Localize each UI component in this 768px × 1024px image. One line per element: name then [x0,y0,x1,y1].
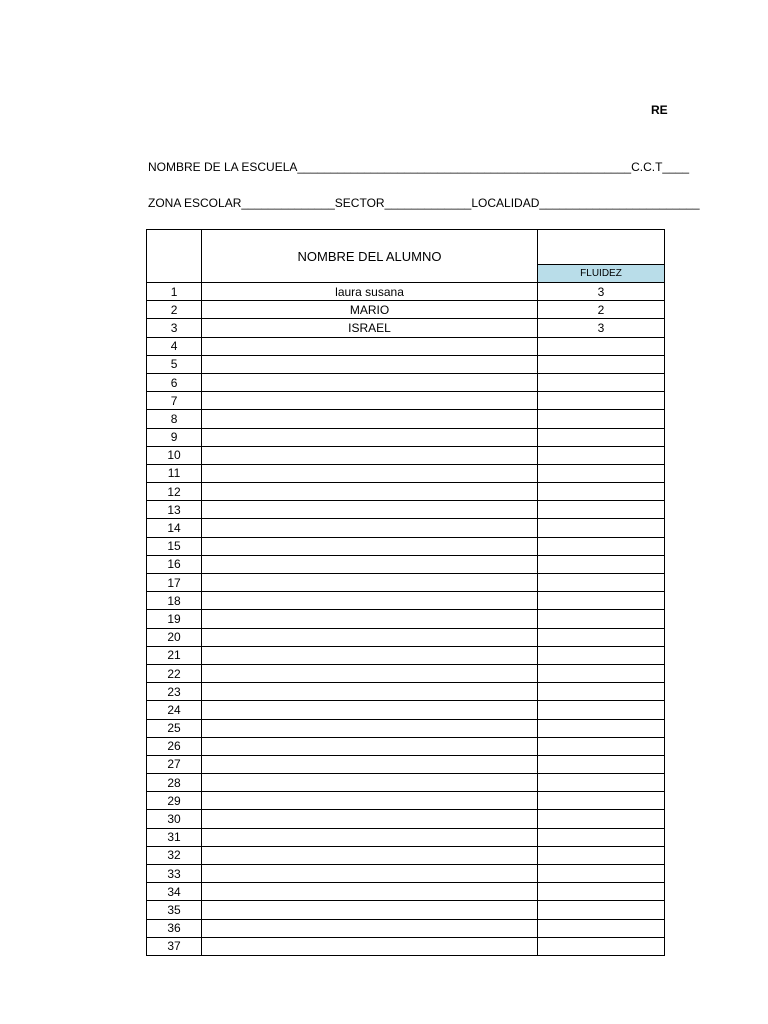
row-number-cell: 16 [147,555,202,573]
fluidez-value-cell: 3 [537,283,664,301]
student-name-cell [202,628,538,646]
table-row [147,610,665,628]
table-row [147,865,665,883]
table-row [147,355,665,373]
student-name-cell [202,592,538,610]
fluidez-value-cell [537,755,664,773]
table-row [147,519,665,537]
student-name-cell [202,410,538,428]
student-name-cell [202,355,538,373]
student-table [146,229,665,956]
table-row [147,555,665,573]
student-name-cell [202,774,538,792]
row-number-cell: 20 [147,628,202,646]
table-row [147,828,665,846]
fluidez-value-cell [537,337,664,355]
table-row [147,464,665,482]
student-name-cell [202,664,538,682]
table-row [147,919,665,937]
fluidez-value-cell [537,646,664,664]
fluidez-value-cell [537,446,664,464]
fluidez-value-cell [537,428,664,446]
table-row [147,319,665,337]
student-name-cell [202,701,538,719]
row-number-cell: 8 [147,410,202,428]
student-name-cell [202,337,538,355]
student-name-cell [202,901,538,919]
table-row [147,483,665,501]
table-row [147,664,665,682]
table-row [147,792,665,810]
fluidez-value-cell [537,937,664,955]
zone-sector-locality-line: ZONA ESCOLAR______________SECTOR_____________LOCALIDAD________________________ [148,196,700,210]
table-row [147,392,665,410]
table-row [147,628,665,646]
table-row [147,592,665,610]
row-number-cell: 22 [147,664,202,682]
fluidez-value-cell [537,373,664,391]
fluidez-value-cell [537,519,664,537]
row-number-cell: 12 [147,483,202,501]
student-name-cell [202,792,538,810]
number-header-cell [147,230,202,283]
student-name-cell: laura susana [202,283,538,301]
table-row [147,337,665,355]
student-name-cell [202,846,538,864]
table-row [147,701,665,719]
student-name-cell [202,537,538,555]
fluidez-value-cell [537,355,664,373]
row-number-cell: 21 [147,646,202,664]
fluidez-header: FLUIDEZ [537,265,664,283]
document-title: RE [651,103,668,117]
table-row [147,646,665,664]
row-number-cell: 15 [147,537,202,555]
fluidez-value-cell [537,774,664,792]
table-row [147,373,665,391]
row-number-cell: 11 [147,464,202,482]
table-row [147,810,665,828]
row-number-cell: 26 [147,737,202,755]
student-name-cell [202,919,538,937]
fluidez-value-cell [537,628,664,646]
student-name-cell [202,828,538,846]
row-number-cell: 4 [147,337,202,355]
row-number-cell: 31 [147,828,202,846]
student-name-cell [202,865,538,883]
row-number-cell: 35 [147,901,202,919]
row-number-cell: 30 [147,810,202,828]
student-name-cell [202,464,538,482]
table-row [147,755,665,773]
fluidez-value-cell [537,883,664,901]
student-name-cell [202,446,538,464]
fluidez-value-cell [537,483,664,501]
table-row [147,428,665,446]
row-number-cell: 1 [147,283,202,301]
student-name-cell [202,883,538,901]
row-number-cell: 34 [147,883,202,901]
table-row [147,410,665,428]
row-number-cell: 28 [147,774,202,792]
fluidez-value-cell [537,737,664,755]
student-name-cell [202,519,538,537]
row-number-cell: 19 [147,610,202,628]
student-name-cell [202,483,538,501]
student-name-cell [202,373,538,391]
table-row [147,283,665,301]
table-row [147,883,665,901]
row-number-cell: 18 [147,592,202,610]
fluidez-value-cell [537,392,664,410]
student-name-header: NOMBRE DEL ALUMNO [202,230,538,283]
student-name-cell [202,937,538,955]
student-name-cell [202,610,538,628]
student-name-cell: MARIO [202,301,538,319]
table-row [147,719,665,737]
row-number-cell: 29 [147,792,202,810]
row-number-cell: 33 [147,865,202,883]
fluidez-value-cell [537,701,664,719]
row-number-cell: 10 [147,446,202,464]
fluidez-value-cell [537,683,664,701]
row-number-cell: 7 [147,392,202,410]
row-number-cell: 2 [147,301,202,319]
student-name-cell [202,737,538,755]
row-number-cell: 13 [147,501,202,519]
student-name-cell [202,719,538,737]
fluidez-value-cell: 2 [537,301,664,319]
table-row [147,574,665,592]
table-row [147,737,665,755]
row-number-cell: 27 [147,755,202,773]
table-row [147,683,665,701]
fluidez-value-cell [537,592,664,610]
fluidez-value-cell [537,464,664,482]
student-name-cell [202,810,538,828]
fluidez-value-cell: 3 [537,319,664,337]
student-name-cell [202,428,538,446]
student-name-cell [202,392,538,410]
student-name-cell: ISRAEL [202,319,538,337]
row-number-cell: 3 [147,319,202,337]
row-number-cell: 17 [147,574,202,592]
table-row [147,774,665,792]
fluidez-value-cell [537,410,664,428]
row-number-cell: 9 [147,428,202,446]
fluidez-value-cell [537,919,664,937]
student-name-cell [202,501,538,519]
fluidez-value-cell [537,792,664,810]
row-number-cell: 6 [147,373,202,391]
table-row [147,501,665,519]
row-number-cell: 25 [147,719,202,737]
table-row [147,537,665,555]
student-name-cell [202,574,538,592]
table-row [147,901,665,919]
student-name-cell [202,555,538,573]
row-number-cell: 37 [147,937,202,955]
school-name-line: NOMBRE DE LA ESCUELA__________________________________________________C.C.T____ [148,160,690,174]
table-row [147,446,665,464]
student-name-cell [202,755,538,773]
fluidez-value-cell [537,828,664,846]
row-number-cell: 23 [147,683,202,701]
student-name-cell [202,646,538,664]
fluidez-value-cell [537,501,664,519]
fluidez-value-cell [537,664,664,682]
fluidez-value-cell [537,719,664,737]
row-number-cell: 32 [147,846,202,864]
table-row [147,937,665,955]
row-number-cell: 14 [147,519,202,537]
fluidez-value-cell [537,610,664,628]
fluidez-value-cell [537,810,664,828]
fluidez-value-cell [537,555,664,573]
table-row [147,301,665,319]
row-number-cell: 36 [147,919,202,937]
fluidez-value-cell [537,574,664,592]
fluidez-value-cell [537,846,664,864]
fluidez-value-cell [537,865,664,883]
fluidez-value-cell [537,901,664,919]
evaluation-header-cell [537,230,664,265]
student-name-cell [202,683,538,701]
row-number-cell: 24 [147,701,202,719]
table-row [147,846,665,864]
fluidez-value-cell [537,537,664,555]
row-number-cell: 5 [147,355,202,373]
